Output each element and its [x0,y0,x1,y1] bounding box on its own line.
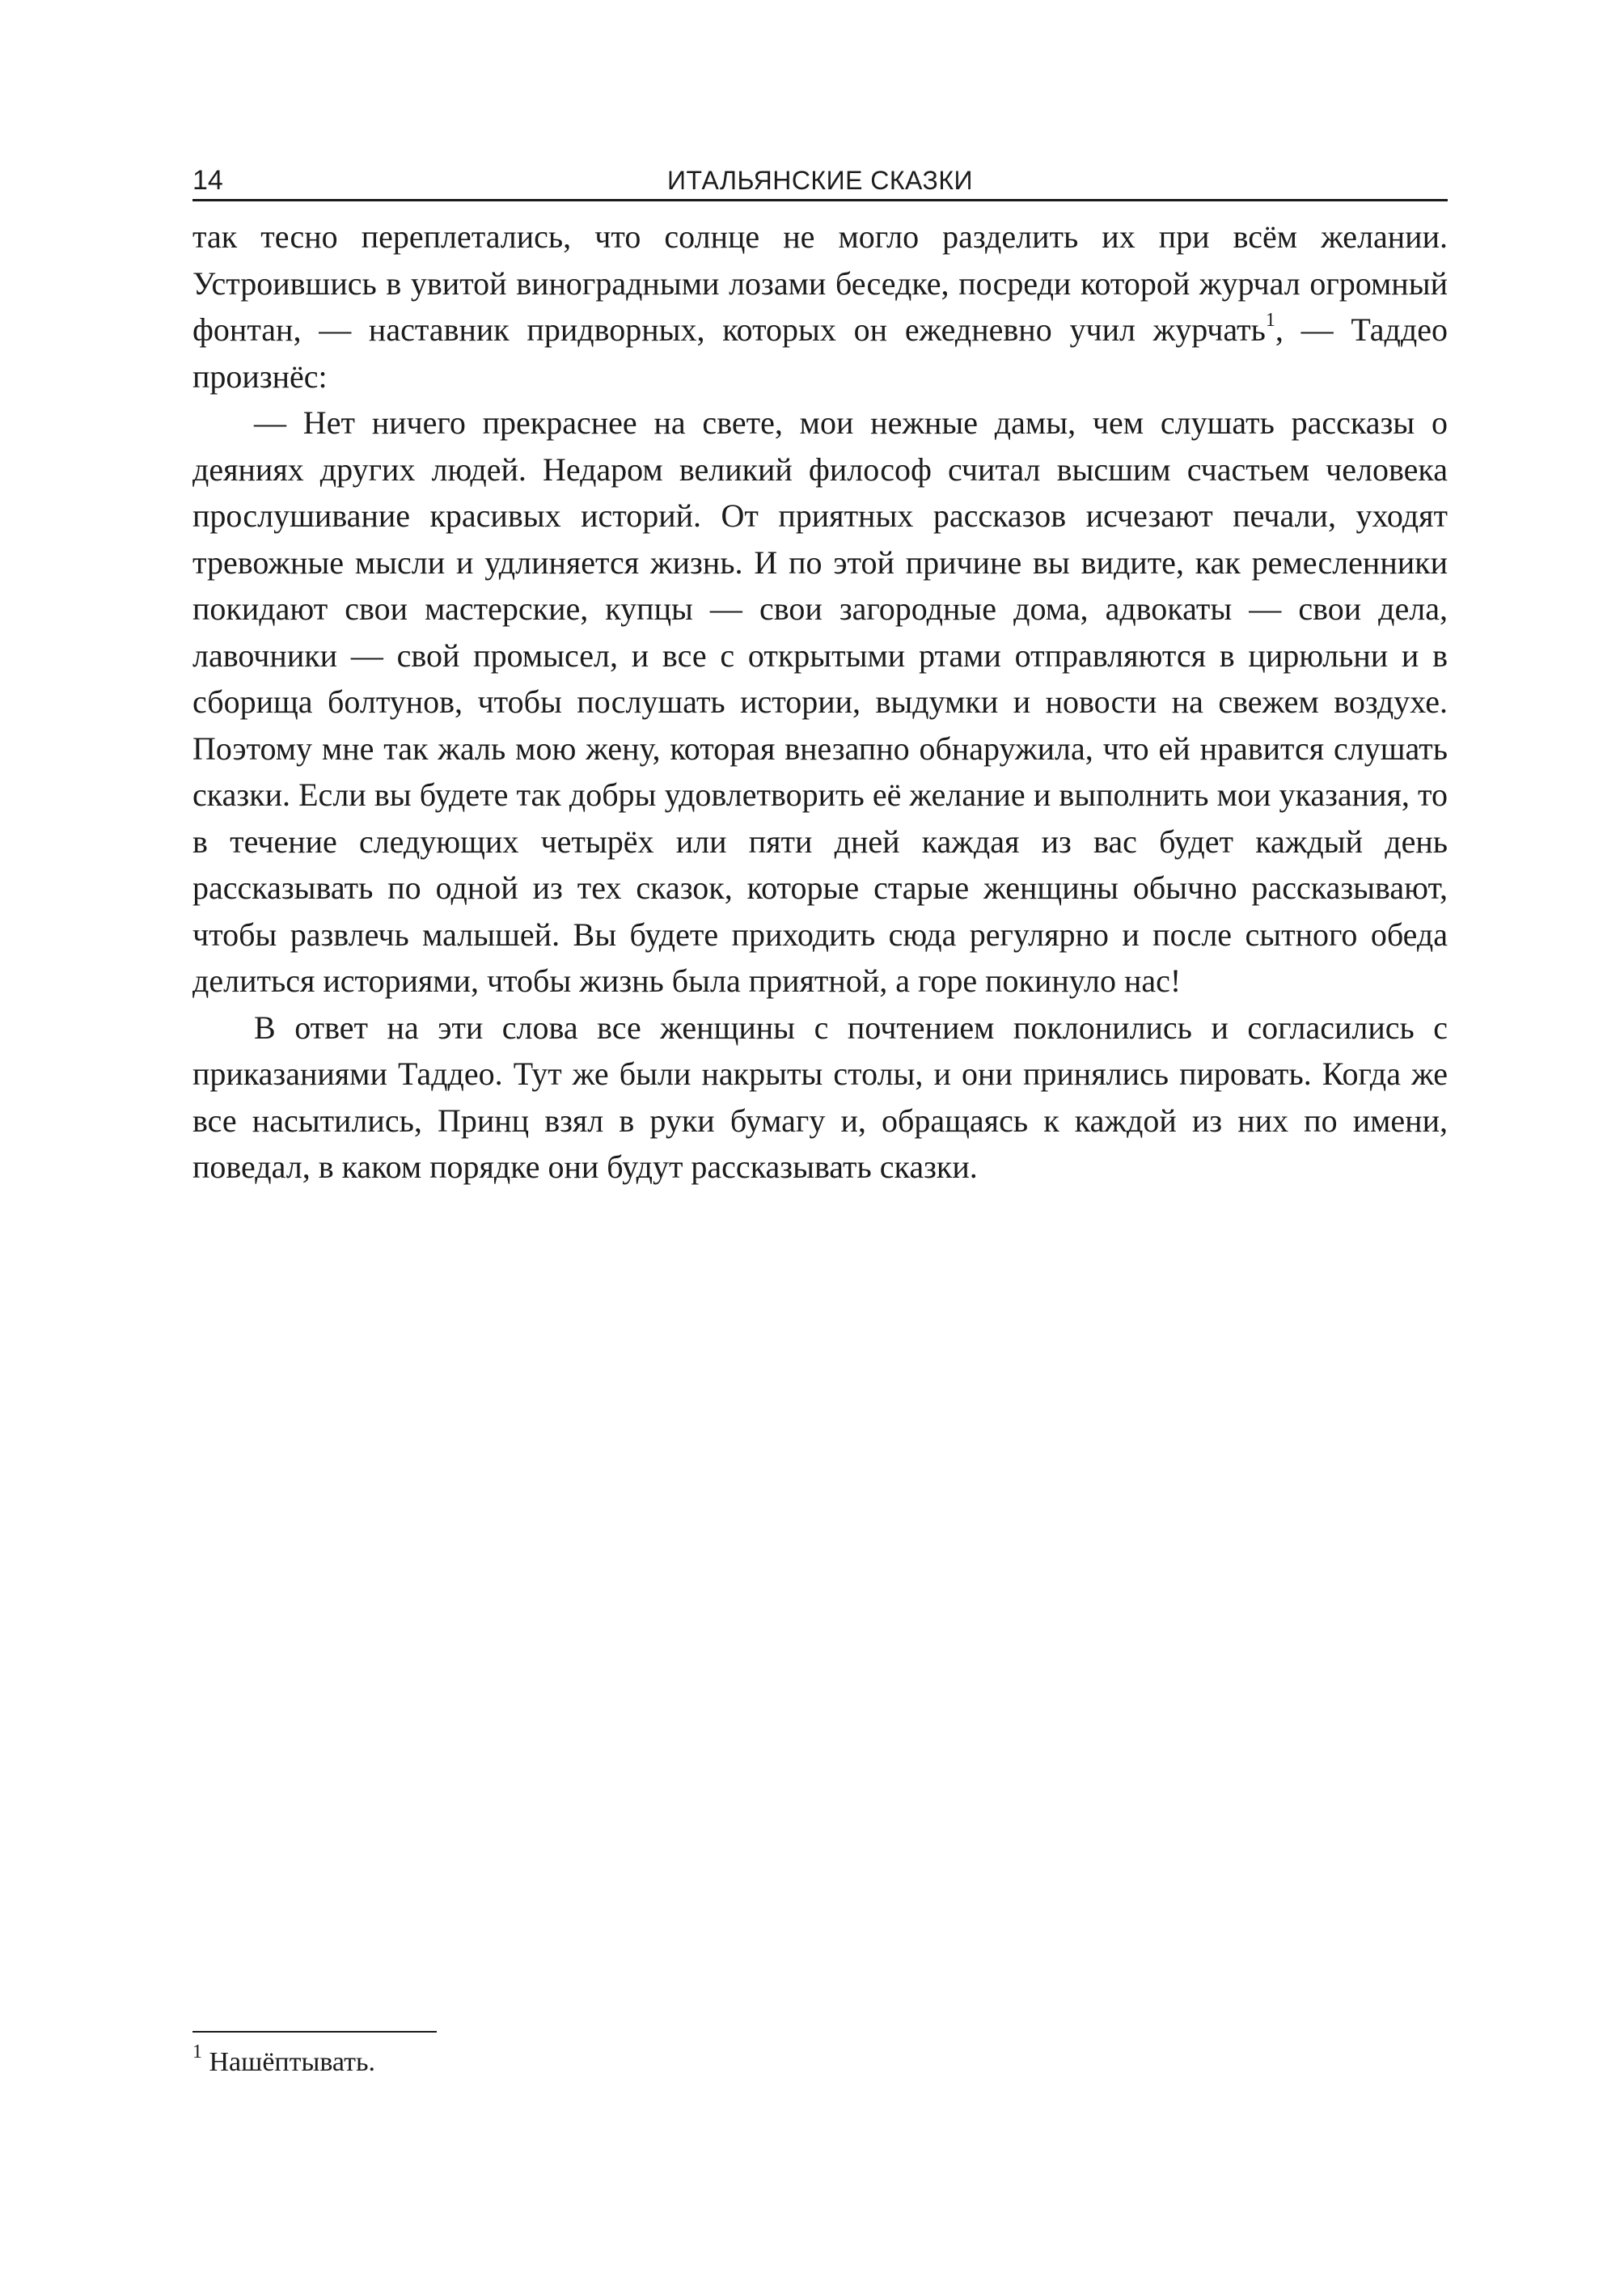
page-number: 14 [192,165,223,196]
footnote-text: Нашёптывать. [202,2047,375,2077]
footnote-divider [192,2031,437,2033]
footnote-reference[interactable]: 1 [1265,309,1275,331]
paragraph-2: — Нет ничего прекраснее на свете, мои нежные дамы, чем слушать рассказы о деяниях других людей. Недаром великий философ считал высшим счастьем человека прослушивание красивых историй. От приятных рассказов исчезают печали, уходят тревожные мысли и удлиняется жизнь. И по этой причине вы видите, как ремесленники покидают свои мастерские, купцы — свои загородные дома, адвокаты — свои дела, лавочники — свой промысел, и все с открытыми ртами отправляются в цирюльни и в сборища болтунов, чтобы послушать истории, выдумки и новости на свежем воздухе. Поэтому мне так жаль мою жену, которая внезапно обнаружила, что ей нравится слушать сказки. Если вы будете так добры удовлетворить её желание и выполнить мои указания, то в течение следующих четырёх или пяти дней каждая из вас будет каждый день рассказывать по одной из тех сказок, которые старые женщины обычно рассказывают, чтобы развлечь малышей. Вы будете приходить сюда регулярно и после сытного обеда делиться историями, чтобы жизнь была приятной, а горе покинуло нас! [192,404,1448,999]
running-head [192,160,1448,201]
footnote [192,2041,375,2080]
body-text [192,214,1448,1191]
paragraph-1-text: так тесно переплетались, что солнце не могло разделить их при всём желании. Устроившись в увитой виноградными лозами беседке, посреди которой журчал огромный фонтан, — наставник придворных, которых он ежедневно учил журчать [192,218,1448,348]
paragraph-1-tail: , — Таддео произнёс: [192,311,1448,395]
paragraph-1 [192,214,1448,400]
footnote-marker: 1 [192,2041,202,2062]
book-title: ИТАЛЬЯНСКИЕ СКАЗКИ [667,166,973,195]
paragraph-3: В ответ на эти слова все женщины с почтением поклонились и согласились с приказаниями Таддео. Тут же были накрыты столы, и они принялись пировать. Когда же все насытились, Принц взял в руки бумагу и, обращаясь к каждой из них по имени, поведал, в каком порядке они будут рассказывать сказки. [192,1009,1448,1185]
